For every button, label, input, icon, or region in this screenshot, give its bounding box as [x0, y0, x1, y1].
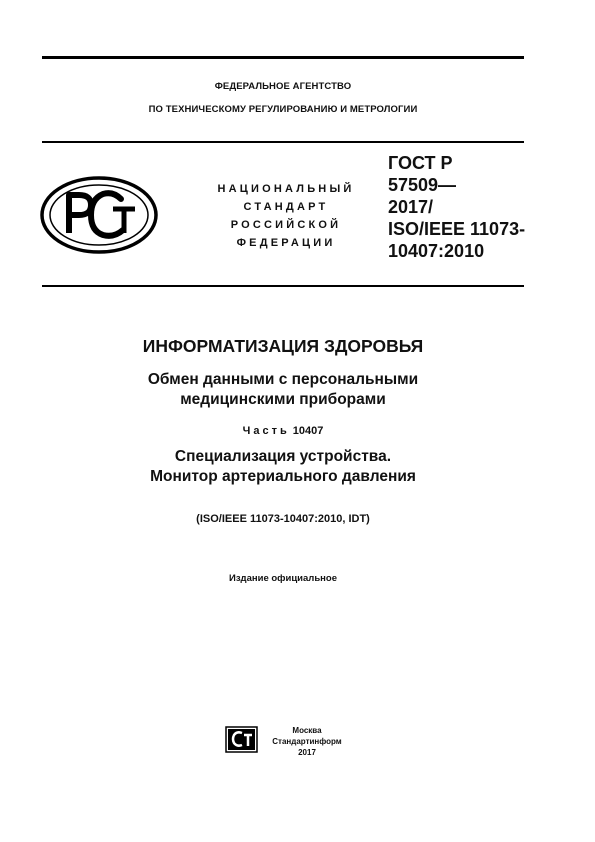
national-standard-line: СТАНДАРТ [243, 201, 329, 213]
publisher-info [262, 725, 352, 758]
edition-label: Издание официальное [229, 573, 337, 584]
part-label [42, 425, 524, 437]
part-word: Часть [242, 425, 290, 437]
standartinform-logo-icon [225, 726, 258, 753]
publisher-name: Стандартинформ [272, 737, 342, 746]
standard-designation [388, 152, 538, 262]
designation-line: ГОСТ Р [388, 153, 453, 173]
designation-line: 2017/ [388, 197, 434, 217]
national-standard-line: НАЦИОНАЛЬНЫЙ [217, 183, 355, 195]
rst-gost-emblem-icon [39, 175, 159, 255]
publisher-city: Москва [292, 726, 322, 735]
subtitle-line-2: медицинскими приборами [180, 391, 386, 408]
part-title [42, 447, 524, 487]
subtitle-line-1: Обмен данными с персональными [147, 371, 419, 388]
publisher-year: 2017 [298, 748, 316, 757]
designation-line: ISO/IEEE 11073- [388, 219, 526, 239]
main-title: ИНФОРМАТИЗАЦИЯ ЗДОРОВЬЯ [142, 336, 424, 356]
top-rule [42, 56, 524, 59]
middle-rule [42, 141, 524, 143]
bottom-rule [42, 285, 524, 287]
part-title-line-2: Монитор артериального давления [150, 468, 416, 485]
national-standard-label [200, 180, 372, 252]
national-standard-line: РОССИЙСКОЙ [230, 219, 342, 231]
designation-line: 57509— [388, 175, 457, 195]
part-number: 10407 [292, 425, 324, 437]
agency-line-1: ФЕДЕРАЛЬНОЕ АГЕНТСТВО [214, 81, 352, 92]
part-title-line-1: Специализация устройства. [174, 448, 392, 465]
designation-line: 10407:2010 [388, 241, 485, 261]
national-standard-line: ФЕДЕРАЦИИ [236, 237, 336, 249]
subtitle [42, 370, 524, 410]
iso-reference: (ISO/IEEE 11073-10407:2010, IDT) [196, 513, 370, 525]
agency-line-2: ПО ТЕХНИЧЕСКОМУ РЕГУЛИРОВАНИЮ И МЕТРОЛОГИИ [148, 104, 418, 115]
